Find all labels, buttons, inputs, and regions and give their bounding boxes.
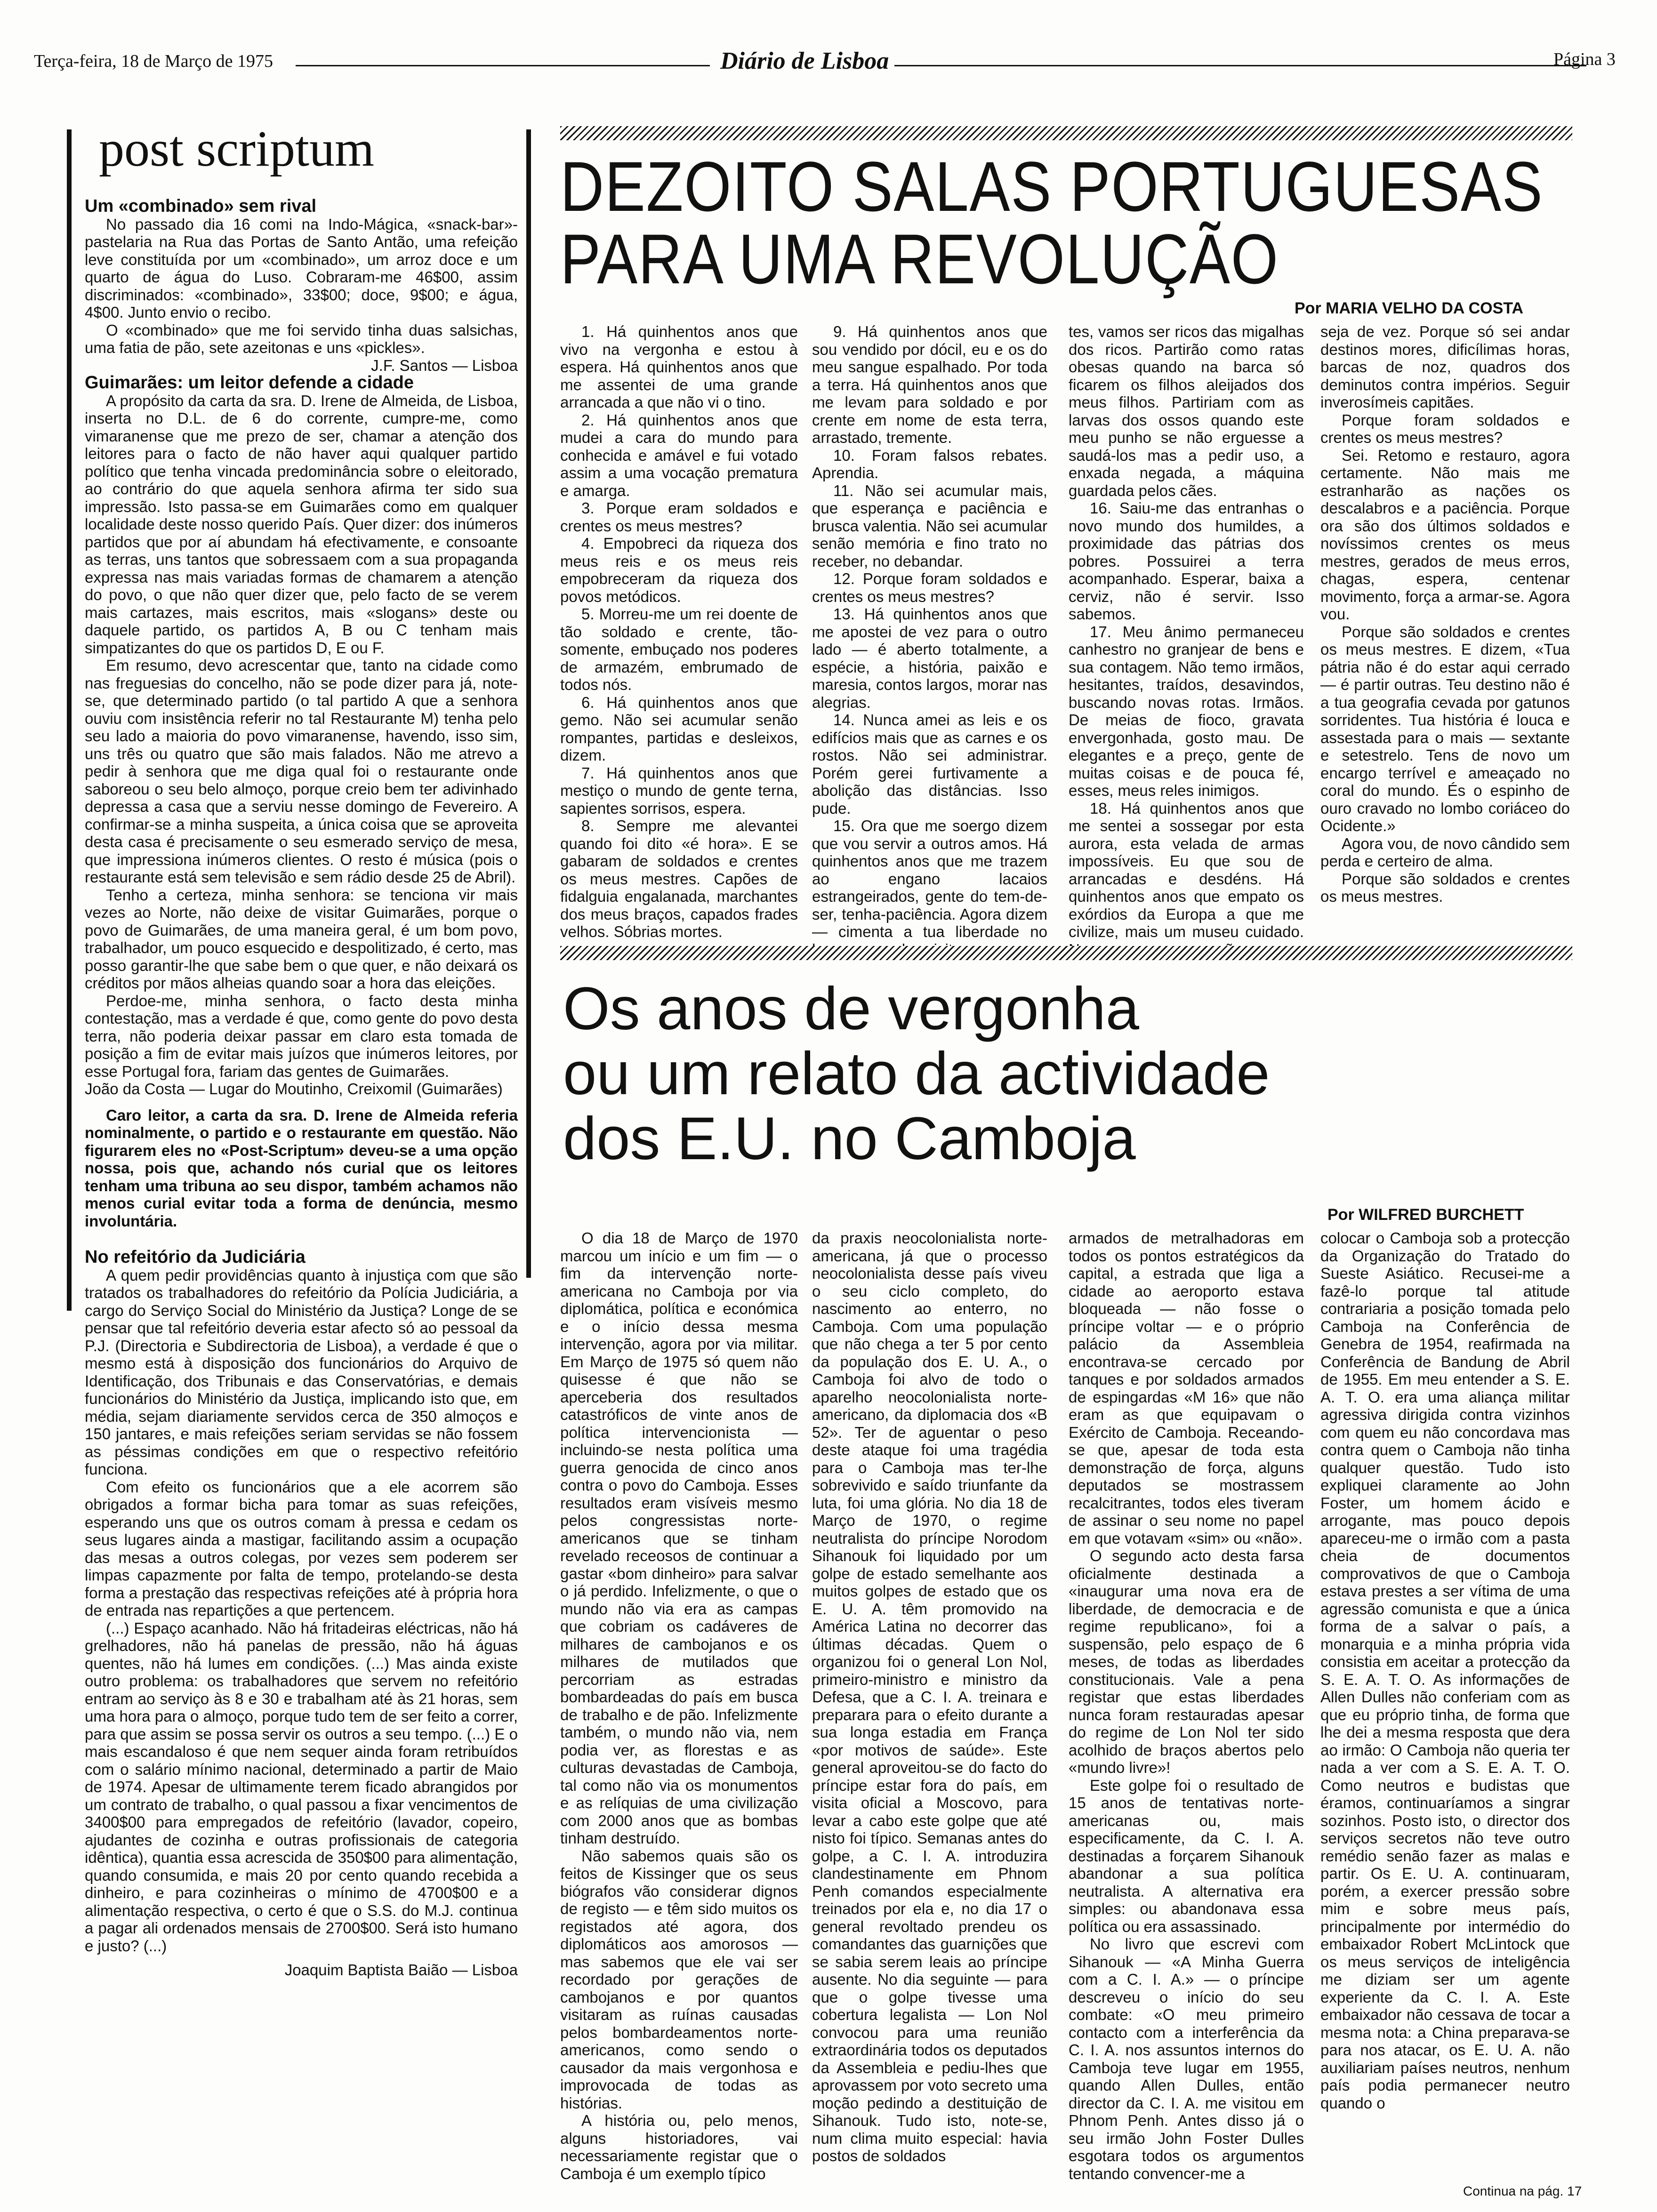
paragraph: A propósito da carta da sra. D. Irene de Almeida, de Lisboa, inserta no D.L. de 6 do corrente, cumpre-me, como vimaranense que me prezo de ser, chamar a atenção dos leitores para o facto de não haver aqui qualquer partido político que tenha vincada predominância sobre o eleitorado, ao contrário do que aquela senhora afirma ter sido sua impressão. Isto passa-se em Guimarães como em qualquer localidade deste nosso querido País. Quer dizer: dos inúmeros partidos que por aí abundam há efectivamente, e consoante as terras, uns tantos que sobressaem com a sua propaganda expressa nas mais variadas formas de chamarem a atenção do povo, o que não quer dizer que, pelo facto de se verem mais cartazes, mais escritos, mais «slogans» deste ou daquele partido, os partidos A, B ou C tenham mais simpatizantes do que os partidos D, E ou F. xyxy=(85,392,518,657)
postscriptum-body xyxy=(85,198,518,2188)
paragraph: 16. Saiu-me das entranhas o novo mundo dos humildes, a proximidade das pátrias dos pobres. Possuirei a terra acompanhado. Esperar, baixa a cerviz, não é servir. Isso sabemos. xyxy=(1069,499,1304,623)
paragraph: Porque são soldados e crentes os meus mestres. E dizem, «Tua pátria não é do estar aqui cerrado — é partir outras. Teu destino não é a tua geografia cevada por gatunos sorridentes. Tua história é louca e assestada para o mais — sextante e setestrelo. Tens de novo um encargo terrível e ameaçado no coral do mundo. És o espinho de ouro cravado no lombo coriáceo do Ocidente.» xyxy=(1320,623,1570,834)
paragraph: 3. Porque eram soldados e crentes os meus mestres? xyxy=(560,499,798,535)
section-heading-guimaraes: Guimarães: um leitor defende a cidade xyxy=(85,373,414,393)
paragraph: 7. Há quinhentos anos que mestiço o mundo de gente terna, sapientes sorrisos, espera. xyxy=(560,764,798,817)
paragraph: O «combinado» que me foi servido tinha duas salsichas, uma fatia de pão, sete azeitonas e uns «pickles». xyxy=(85,321,518,356)
article1-title-line2: PARA UMA REVOLUÇÃO xyxy=(560,219,1279,298)
page-number: Página 3 xyxy=(1553,49,1616,69)
paragraph: Com efeito os funcionários que a ele acorrem são obrigados a formar bicha para tomar as suas refeições, esperando uns que os outros comam à pressa e cedam os seus lugares ainda a mastigar, facilitando assim a ocupação das mesas a outros colegas, por vezes sem poderem ser limpas capazmente por falta de tempo, protelando-se desta forma a prestação das respectivas refeições até à própria hora de entrada nas repartições a que pertencem. xyxy=(85,1478,518,1619)
header-rule-right xyxy=(894,65,1586,66)
article2-byline: Por WILFRED BURCHETT xyxy=(1327,1206,1524,1224)
section-heading-judiciaria: No refeitório da Judiciária xyxy=(85,1247,306,1267)
paragraph: da praxis neocolonialista norte-americana, já que o processo neocolonialista desse país viveu o seu ciclo completo, do nascimento ao enterro, no Camboja. Com uma população que não chega a ter 5 por cento da população dos E. U. A., o Camboja foi alvo de todo o aparelho neocolonialista norte-americano, da diplomacia dos «B 52». Ter de aguentar o peso deste ataque foi uma tragédia para o Camboja mas ter-lhe sobrevivido e saído triunfante da luta, foi uma glória. No dia 18 de Março de 1970, o regime neutralista do príncipe Norodom Sihanouk foi liquidado por um golpe de estado semelhante aos muitos golpes de estado que os E. U. A. têm promovido na América Latina no decorrer das últimas décadas. Quem o organizou foi o general Lon Nol, primeiro-ministro e ministro da Defesa, que a C. I. A. treinara e preparara para o efeito durante a sua longa estadia em França «por motivos de saúde». Este general aproveitou-se do facto do príncipe estar fora do país, em visita oficial a Moscovo, para levar a cabo este golpe que até nisto foi típico. Semanas antes do golpe, a C. I. A. introduzira clandestinamente em Phnom Penh comandos especialmente treinados por ela e, no dia 17 o general revoltado prendeu os comandantes das guarnições que se sabia serem leais ao príncipe ausente. No dia seguinte — para que o golpe tivesse uma cobertura legalista — Lon Nol convocou para uma reunião extraordinária todos os deputados da Assembleia e pediu-lhes que aprovassem por voto secreto uma moção pedindo a destituição de Sihanouk. Tudo isto, note-se, num clima muito especial: havia postos de soldados xyxy=(812,1229,1047,2164)
paragraph: 8. Sempre me alevantei quando foi dito «é hora». E se gabaram de soldados e crentes os meus mestres. Capões de fidalguia engalanada, marchantes dos meus braços, capados frades velhos. Sóbrias mortes. xyxy=(560,817,798,940)
paragraph: 6. Há quinhentos anos que gemo. Não sei acumular senão rompantes, partidas e desleixos, dizem. xyxy=(560,693,798,764)
paragraph: 11. Não sei acumular mais, que esperança e paciência e brusca valentia. Não sei acumular senão memória e fino trato no receber, no debandar. xyxy=(812,481,1047,570)
paragraph: Perdoe-me, minha senhora, o facto desta minha contestação, mas a verdade é que, como gente do povo desta terra, não poderia deixar passar em claro esta tomada de posição a fim de evitar mais juízos que inúmeros leitores, por esse Portugal fora, fariam das gentes de Guimarães. xyxy=(85,992,518,1080)
article2-title-line3: dos E.U. no Camboja xyxy=(563,1105,1136,1172)
paragraph: Porque foram soldados e crentes os meus mestres? xyxy=(1320,411,1570,446)
paragraph: tes, vamos ser ricos das migalhas dos ricos. Partirão como ratas obesas quando na barca só ficarem os filhos aleijados dos meus filhos. Partiriam com as larvas dos ossos quando este meu punho se não erguesse a saudá-los mas a pedir uso, a enxada negada, a máquina guardada pelos cães. xyxy=(1069,323,1304,499)
paragraph: No livro que escrevi com Sihanouk — «A Minha Guerra com a C. I. A.» — o príncipe descreveu o início do seu combate: «O meu primeiro contacto com a interferência da C. I. A. nos assuntos internos do Camboja teve lugar em 1955, quando Allen Dulles, então director da C. I. A. me visitou em Phnom Penh. Antes disso já o seu irmão John Foster Dulles esgotara todos os argumentos tentando convencer-me a xyxy=(1069,1935,1304,2182)
paragraph: Sei. Retomo e restauro, agora certamente. Não mais me estranharão as nações os descalabros e a paciência. Porque ora são dos últimos soldados e novíssimos crentes os meus mestres, gerados de meus erros, chagas, espera, centenar movimento, força a armar-se. Agora vou. xyxy=(1320,446,1570,623)
postscriptum-left-border xyxy=(67,129,72,1311)
masthead: Diário de Lisboa xyxy=(720,48,889,74)
paragraph: Não sabemos quais são os feitos de Kissinger que os seus biógrafos vão considerar dignos de registo — e têm sido muitos os registados até agora, dos diplomáticos aos amorosos — mas sabemos que ele vai ser recordado por gerações de cambojanos e por quantos visitaram as ruínas causadas pelos bombardeamentos norte-americanos, como sendo o causador da mais vergonhosa e improvocada de todas as histórias. xyxy=(560,1847,798,2112)
article2-column-1 xyxy=(560,1229,798,2182)
paragraph: 10. Foram falsos rebates. Aprendia. xyxy=(812,446,1047,481)
signature: João da Costa — Lugar do Moutinho, Creixomil (Guimarães) xyxy=(85,1080,503,1098)
editor-note: Caro leitor, a carta da sra. D. Irene de Almeida referia nominalmente, o partido e o restaurante em questão. Não figurarem eles no «Post-Scriptum» deveu-se a uma opção nossa, pois que, achando nós curial que os leitores tenham uma tribuna ao seu dispor, também achamos não menos curial evitar toda a forma de denúncia, mesmo involuntária. xyxy=(85,1106,518,1230)
article2-column-3 xyxy=(1069,1229,1304,2182)
section-heading-combinado: Um «combinado» sem rival xyxy=(85,196,317,216)
signature: J.F. Santos — Lisboa xyxy=(371,356,518,374)
postscriptum-title: post scriptum xyxy=(99,121,374,177)
article1-column-4 xyxy=(1320,323,1570,935)
paragraph: 1. Há quinhentos anos que vivo na vergonha e estou à espera. Há quinhentos anos que me assentei de uma grande arrancada a que não vi o tino. xyxy=(560,323,798,411)
paragraph: O dia 18 de Março de 1970 marcou um início e um fim — o fim da intervenção norte-americana no Camboja por via diplomática, política e económica e o início dessa mesma intervenção, agora por via militar. Em Março de 1975 só quem não quisesse é que não se aperceberia dos resultados catastróficos de vinte anos de política intervencionista — incluindo-se nesta política uma guerra genocida de cinco anos contra o povo do Camboja. Esses resultados eram visíveis mesmo pelos congressistas norte-americanos que se tinham revelado receosos de continuar a gastar «bom dinheiro» para salvar o já perdido. Infelizmente, o que o mundo não via era as campas que cobriam os cadáveres de milhares de cambojanos e os milhares de mutilados que percorriam as estradas bombardeadas do país em busca de trabalho e de pão. Infelizmente também, o mundo não via, nem podia ver, as florestas e as culturas devastadas de Camboja, tal como não via os monumentos e as relíquias de uma civilização com 2000 anos que as bombas tinham destruído. xyxy=(560,1229,798,1847)
paragraph: A quem pedir providências quanto à injustiça com que são tratados os trabalhadores do refeitório da Polícia Judiciária, a cargo do Serviço Social do Ministério da Justiça? Longe de se pensar que tal refeitório deveria estar afecto só ao pessoal da P.J. (Directoria e Subdirectoria de Lisboa), a verdade é que o mesmo está à disposição dos funcionários do Arquivo de Identificação, dos Tribunais e das Conservatórias, e demais funcionários do Ministério da Justiça, implicando isto que, em média, sejam diariamente servidos cerca de 350 almoços e 150 jantares, e mais refeições seriam servidas se não fossem as péssimas condições em que o respectivo refeitório funciona. xyxy=(85,1266,518,1478)
paragraph: 9. Há quinhentos anos que sou vendido por dócil, eu e os do meu sangue espalhado. Por toda a terra. Há quinhentos anos que me levam para soldado e por crente em nome de esta terra, arrastado, tremente. xyxy=(812,323,1047,446)
paragraph: 2. Há quinhentos anos que mudei a cara do mundo para conhecida e amável e fui votado assim a uma vocação prematura e amarga. xyxy=(560,411,798,499)
header-rule-left xyxy=(296,65,710,66)
paragraph: 13. Há quinhentos anos que me apostei de vez para o outro lado — é aberto totalmente, a espécie, a história, paixão e maresia, contos largos, morar nas alegrias. xyxy=(812,605,1047,711)
paragraph: (...) Espaço acanhado. Não há fritadeiras eléctricas, não há grelhadores, não há panelas de pressão, não há águas quentes, não há lumes em condições. (...) Mas ainda existe outro problema: os trabalhadores que servem no refeitório entram ao serviço às 8 e 30 e trabalham até às 21 horas, sem uma hora para o almoço, porque tudo tem de ser feito a correr, para que assim se possa servir os outros a seu tempo. (...) E o mais escandaloso é que nem sequer ainda foram retribuídos com o salário mínimo nacional, determinado a partir de Maio de 1974. Apesar de ultimamente terem ficado abrangidos por um contrato de trabalho, o qual passou a fixar vencimentos de 3400$00 para empregados de refeitório (lavador, copeiro, ajudantes de cozinha e outras profissionais de categoria idêntica), quantia essa acrescida de 350$00 para alimentação, quando consumida, e mais 20 por cento quando recebida a dinheiro, e para cozinheiras o mínimo de 4700$00 e a alimentação respectiva, o certo é que o S.S. do M.J. continua a pagar ali ordenados mensais de 2700$00. Será isto humano e justo? (...) xyxy=(85,1619,518,1955)
article2-column-4 xyxy=(1320,1229,1570,2152)
article1-column-1 xyxy=(560,323,798,940)
paragraph: Em resumo, devo acrescentar que, tanto na cidade como nas freguesias do concelho, não se pode dizer para já, note-se, que determinado partido (o tal partido A que a senhora ouviu com insistência referir no tal Restaurante M) tenha pelo seu lado a maioria do povo vimaranense, havendo, isso sim, uns três ou quatro que são mais falados. Não me atrevo a pedir à senhora que me diga qual foi o restaurante onde saboreou o seu belo almoço, porque creio bem ter adivinhado depressa a casa que a serviu nesse domingo de Fevereiro. A confirmar-se a minha suspeita, a única coisa que se aproveita desta casa é precisamente o seu esmerado serviço de mesa, que impressiona inúmeros clientes. O resto é música (pois o restaurante está sem televisão e sem rádio desde 25 de Abril). xyxy=(85,657,518,886)
paragraph: colocar o Camboja sob a protecção da Organização do Tratado do Sueste Asiático. Recusei-me a fazê-lo porque tal atitude contrariaria a posição tomada pelo Camboja na Conferência de Genebra de 1954, reafirmada na Conferência de Bandung de Abril de 1955. Em meu entender a S. E. A. T. O. era uma aliança militar agressiva dirigida contra vizinhos com quem eu não concordava mas contra quem o Camboja não tinha qualquer questão. Tudo isto expliquei claramente ao John Foster, um homem ácido e arrogante, mas pouco depois apareceu-me o irmão com a pasta cheia de documentos comprovativos de que o Camboja estava prestes a ser vítima de uma agressão comunista e que a única forma de a salvar o país, a monarquia e a minha própria vida consistia em aceitar a protecção da S. E. A. T. O. As informações de Allen Dulles não conferiam com as que eu próprio tinha, de forma que lhe dei a mesma resposta que dera ao irmão: O Camboja não queria ter nada a ver com a S. E. A. T. O. Como neutros e budistas que éramos, continuaríamos a singrar sozinhos. Posto isto, o director dos serviços secretos não teve outro remédio senão fazer as malas e partir. Os E. U. A. continuaram, porém, a exercer pressão sobre mim e sobre meus país, principalmente por intermédio do embaixador Robert McLintock que os meus serviços de inteligência me diziam ser um agente experiente da C. I. A. Este embaixador não cessava de tocar a mesma nota: a China preparava-se para nos atacar, os E. U. A. não auxiliariam países neutros, nenhum país podia permanecer neutro quando o xyxy=(1320,1229,1570,2112)
paragraph: Porque são soldados e crentes os meus mestres. xyxy=(1320,870,1570,905)
signature: Joaquim Baptista Baião — Lisboa xyxy=(284,1961,518,1979)
paragraph: Agora vou, de novo cândido sem perda e certeiro de alma. xyxy=(1320,834,1570,870)
paragraph: O segundo acto desta farsa oficialmente destinada a «inaugurar uma nova era de liberdade, de democracia e de regime republicano», foi a suspensão, pelo espaço de 6 meses, de todas as liberdades constitucionais. Vale a pena registar que estas liberdades nunca foram restauradas apesar do regime de Lon Nol ter sido acolhido de braços abertos pelo «mundo livre»! xyxy=(1069,1547,1304,1776)
paragraph: 14. Nunca amei as leis e os edifícios mais que as carnes e os rostos. Não sei administrar. Porém gerei furtivamente a abolição das distâncias. Isso pude. xyxy=(812,711,1047,817)
article1-byline: Por MARIA VELHO DA COSTA xyxy=(1295,299,1524,317)
article1-column-2 xyxy=(812,323,1047,940)
paragraph: 12. Porque foram soldados e crentes os meus mestres? xyxy=(812,570,1047,605)
paragraph: seja de vez. Porque só sei andar destinos mores, dificílimas horas, barcas de noz, quadros dos deminutos contra impérios. Seguir inverosímeis capitães. xyxy=(1320,323,1570,411)
paragraph: A história ou, pelo menos, alguns historiadores, vai necessariamente registar que o Camboja é um exemplo típico xyxy=(560,2112,798,2182)
article1-header-band xyxy=(560,126,1572,140)
paragraph: armados de metralhadoras em todos os pontos estratégicos da capital, a estrada que liga a cidade ao aeroporto estava bloqueada — não fosse o príncipe voltar — e o próprio palácio da Assembleia encontrava-se cercado por tanques e por soldados armados de espingardas «M 16» que não eram as que equipavam o Exército de Camboja. Receando-se que, apesar de toda esta demonstração de força, alguns deputados se mostrassem recalcitrantes, todos eles tiveram de assinar o seu nome no papel em que votavam «sim» ou «não». xyxy=(1069,1229,1304,1547)
continued-on-page: Continua na pág. 17 xyxy=(1463,2184,1582,2198)
article2-title-line1: Os anos de vergonha xyxy=(563,975,1139,1042)
article1-column-3 xyxy=(1069,323,1304,940)
article2-header-band xyxy=(560,946,1572,960)
paragraph: No passado dia 16 comi na Indo-Mágica, «snack-bar»-pastelaria na Rua das Portas de Santo Antão, uma refeição leve constituída por um «combinado», um arroz doce e um quarto de água do Luso. Cobraram-me 46$00, assim discriminados: «combinado», 33$00; doce, 9$00; e água, 4$00. Junto envio o recibo. xyxy=(85,215,518,321)
article2-column-2 xyxy=(812,1229,1047,2171)
paragraph: 17. Meu ânimo permaneceu canhestro no granjear de bens e sua contagem. Não temo irmãos, hesitantes, traídos, desavindos, buscando novas rotas. Irmãos. De meias de fioco, gravata envergonhada, gosto mau. De elegantes e a preço, gente de muitas coisas e de pouca fé, esses, meus reles inimigos. xyxy=(1069,623,1304,799)
paragraph: Este golpe foi o resultado de 15 anos de tentativas norte-americanas ou, mais especificamente, da C. I. A. destinadas a forçarem Sihanouk abandonar a sua política neutralista. A alternativa era simples: ou abandonava essa política ou era assassinado. xyxy=(1069,1776,1304,1935)
paragraph: 4. Empobreci da riqueza dos meus reis e os meus reis empobreceram da riqueza dos povos metódicos. xyxy=(560,535,798,605)
paragraph: 15. Ora que me soergo dizem que vou servir a outros amos. Há quinhentos anos que me trazem ao engano lacaios estrangeirados, gente do tem-de-ser, tenha-paciência. Agora dizem — cimenta a tua liberdade no xyxy=(812,817,1047,940)
article2-title-line2: ou um relato da actividade xyxy=(563,1040,1270,1107)
postscriptum-right-border xyxy=(526,129,531,1278)
paragraph: 18. Há quinhentos anos que me sentei a sossegar por esta aurora, esta velada de armas impossíveis. Eu que sou de arrancadas e desdéns. Há quinhentos anos que empato os exórdios da Europa a que me civilize, mais um museu cuidado. xyxy=(1069,799,1304,940)
paragraph: Tenho a certeza, minha senhora: se tenciona vir mais vezes ao Norte, não deixe de visitar Guimarães, porque o povo de Guimarães, de uma maneira geral, é um bom povo, trabalhador, um pouco esquecido e despolitizado, é certo, mas posso garantir-lhe que sabe bem o que quer, e não deixará os créditos por mãos alheias quando soar a hora das eleições. xyxy=(85,886,518,992)
paragraph: 5. Morreu-me um rei doente de tão soldado e crente, tão-somente, embuçado nos poderes de armazém, embrumado de todos nós. xyxy=(560,605,798,693)
article1-title-line1: DEZOITO SALAS PORTUGUESAS xyxy=(560,147,1544,226)
issue-date: Terça-feira, 18 de Março de 1975 xyxy=(34,51,273,71)
